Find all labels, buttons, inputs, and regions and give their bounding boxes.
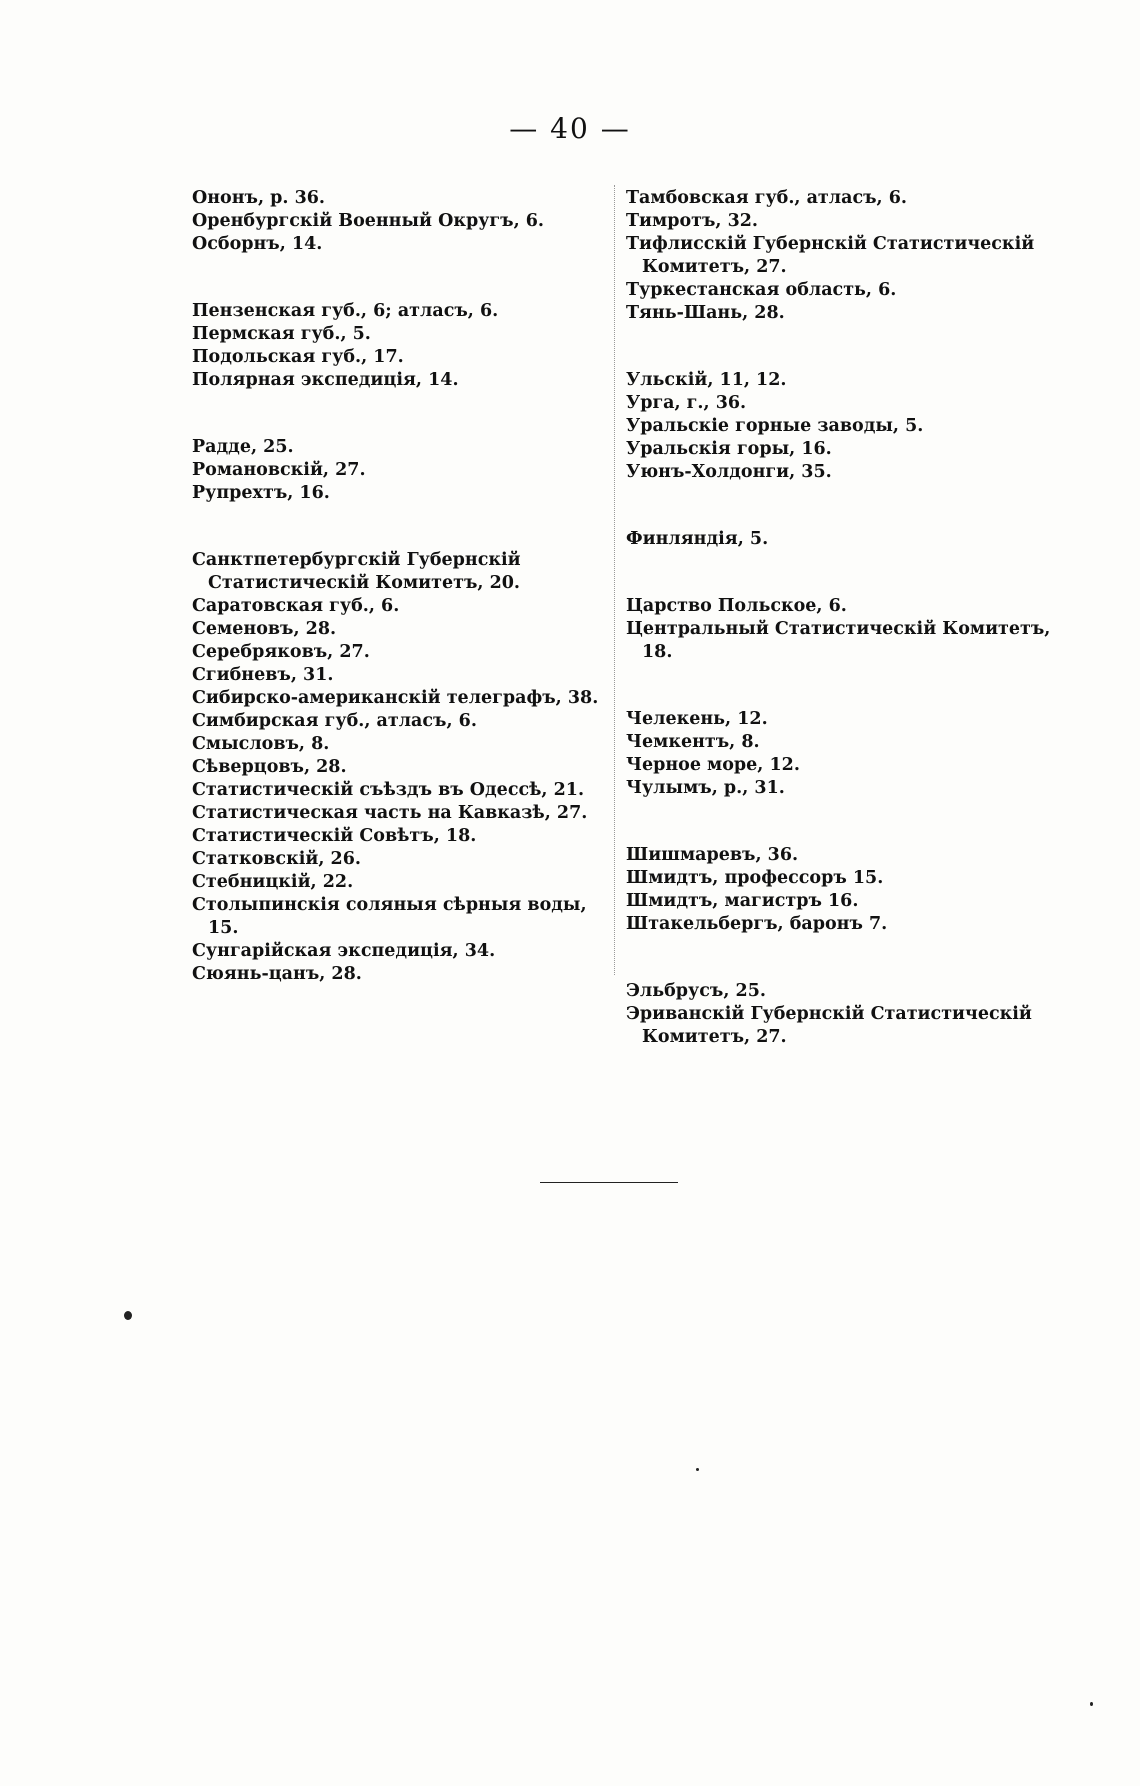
- index-group: [626, 708, 1056, 800]
- index-entry: Полярная экспедиція, 14.: [192, 370, 459, 390]
- index-group: [626, 369, 1056, 484]
- index-entry: Саратовская губ., 6.: [192, 596, 400, 616]
- page-number: — 40 —: [509, 112, 631, 145]
- ink-speck: [1090, 1702, 1093, 1706]
- index-entry: Радде, 25.: [192, 437, 294, 457]
- ink-speck: [124, 1311, 132, 1320]
- index-entry: Столыпинскія соляныя сѣрныя воды, 15.: [192, 895, 587, 938]
- index-entry: Тамбовская губ., атласъ, 6.: [626, 188, 907, 208]
- index-entry: Тифлисскій Губернскій Статистическій Комитетъ, 27.: [626, 234, 1035, 277]
- index-entry: Финляндія, 5.: [626, 529, 769, 549]
- index-entry: Эльбрусъ, 25.: [626, 981, 766, 1001]
- index-entry: Романовскій, 27.: [192, 460, 366, 480]
- index-entry: Сибирско-американскій телеграфъ, 38.: [192, 688, 599, 708]
- index-group: [192, 549, 612, 986]
- index-entry: Эриванскій Губернскій Статистическій Комитетъ, 27.: [626, 1004, 1032, 1047]
- index-entry: Осборнъ, 14.: [192, 234, 323, 254]
- index-entry: Туркестанская область, 6.: [626, 280, 897, 300]
- index-entry: Пензенская губ., 6; атласъ, 6.: [192, 301, 499, 321]
- index-entry: Ульскій, 11, 12.: [626, 370, 787, 390]
- index-entry: Урга, г., 36.: [626, 393, 747, 413]
- index-group: [626, 844, 1056, 936]
- index-entry: Чулымъ, р., 31.: [626, 778, 785, 798]
- index-column-left: [192, 187, 612, 1030]
- index-entry: Челекень, 12.: [626, 709, 768, 729]
- index-entry: Сунгарійская экспедиція, 34.: [192, 941, 496, 961]
- index-entry: Ононъ, р. 36.: [192, 188, 326, 208]
- index-group: [192, 300, 612, 392]
- index-entry: Статковскій, 26.: [192, 849, 361, 869]
- index-entry: Чемкентъ, 8.: [626, 732, 760, 752]
- index-group: [626, 595, 1056, 664]
- end-rule: [540, 1182, 678, 1183]
- index-entry: Симбирская губ., атласъ, 6.: [192, 711, 477, 731]
- index-entry: Сюянь-цанъ, 28.: [192, 964, 362, 984]
- index-group: [192, 187, 612, 256]
- index-entry: Шишмаревъ, 36.: [626, 845, 799, 865]
- index-entry: Оренбургскій Военный Округъ, 6.: [192, 211, 545, 231]
- index-entry: Пермская губ., 5.: [192, 324, 371, 344]
- index-entry: Статистическій Совѣтъ, 18.: [192, 826, 477, 846]
- index-entry: Штакельбергъ, баронъ 7.: [626, 914, 888, 934]
- index-column-right: [626, 187, 1056, 1093]
- index-entry: Семеновъ, 28.: [192, 619, 337, 639]
- index-entry: Тимротъ, 32.: [626, 211, 759, 231]
- index-entry: Уральскіе горные заводы, 5.: [626, 416, 924, 436]
- index-entry: Подольская губ., 17.: [192, 347, 404, 367]
- index-entry: Смысловъ, 8.: [192, 734, 330, 754]
- index-entry: Черное море, 12.: [626, 755, 800, 775]
- index-group: [626, 187, 1056, 325]
- index-entry: Шмидтъ, профессоръ 15.: [626, 868, 884, 888]
- index-group: [626, 528, 1056, 551]
- index-entry: Статистическій съѣздъ въ Одессѣ, 21.: [192, 780, 585, 800]
- index-entry: Уюнъ-Холдонги, 35.: [626, 462, 832, 482]
- index-entry: Центральный Статистическій Комитетъ, 18.: [626, 619, 1051, 662]
- index-entry: Серебряковъ, 27.: [192, 642, 370, 662]
- index-group: [626, 980, 1056, 1049]
- index-entry: Тянь-Шань, 28.: [626, 303, 785, 323]
- ink-speck: [696, 1468, 699, 1471]
- index-entry: Сгибневъ, 31.: [192, 665, 334, 685]
- index-group: [192, 436, 612, 505]
- index-entry: Уральскія горы, 16.: [626, 439, 832, 459]
- index-entry: Царство Польское, 6.: [626, 596, 847, 616]
- index-entry: Шмидтъ, магистръ 16.: [626, 891, 859, 911]
- index-entry: Сѣверцовъ, 28.: [192, 757, 347, 777]
- index-entry: Стебницкій, 22.: [192, 872, 354, 892]
- index-entry: Санктпетербургскій Губернскій Статистическій Комитетъ, 20.: [192, 550, 521, 593]
- index-entry: Статистическая часть на Кавказѣ, 27.: [192, 803, 588, 823]
- column-divider: [614, 185, 615, 975]
- index-entry: Рупрехтъ, 16.: [192, 483, 330, 503]
